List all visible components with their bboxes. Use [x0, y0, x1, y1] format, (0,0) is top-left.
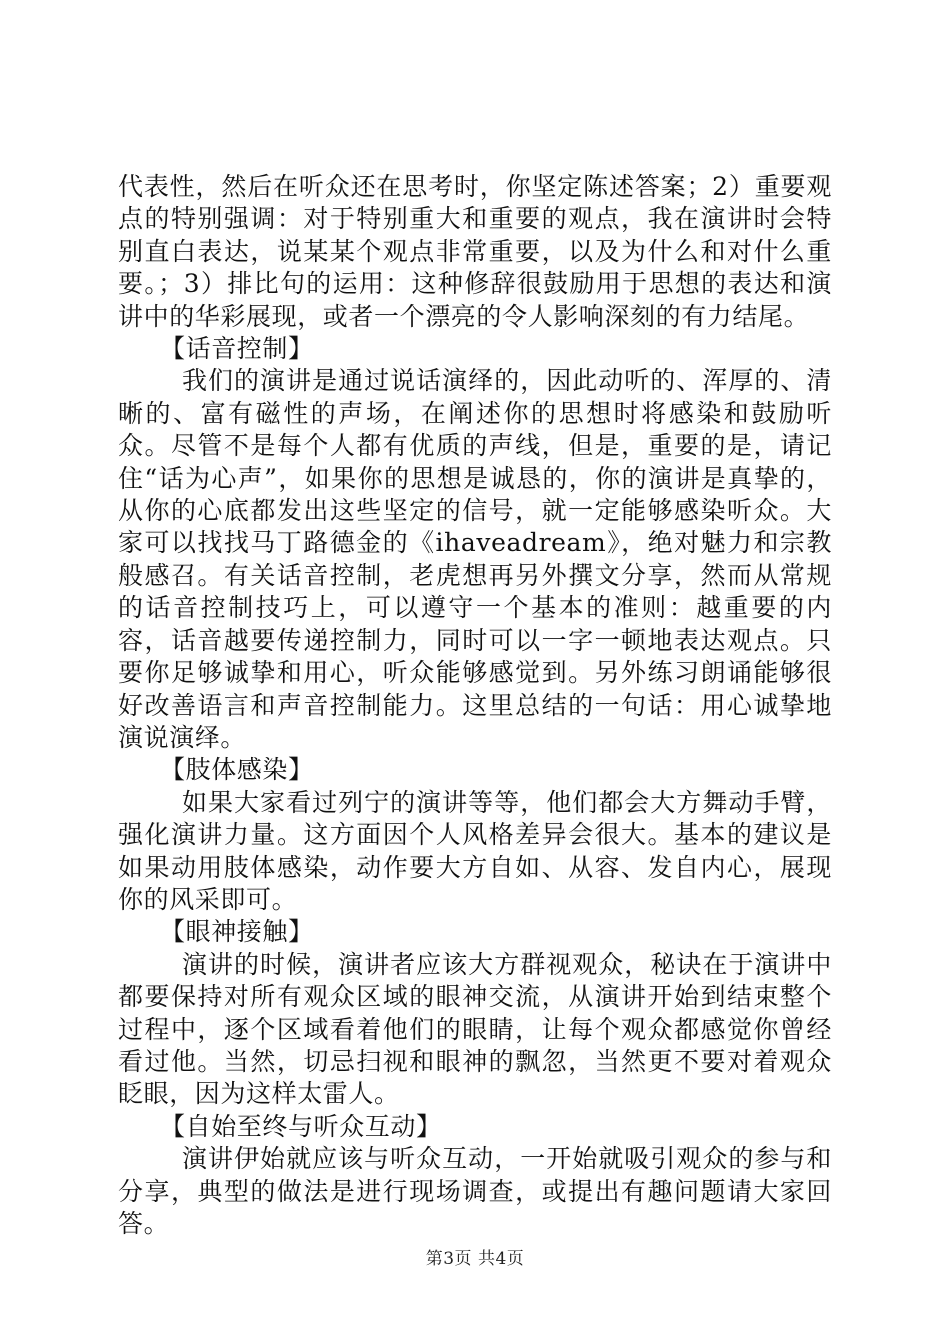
- body-paragraph: 我们的演讲是通过说话演绎的，因此动听的、浑厚的、清晰的、富有磁性的声场，在阐述你的思想时将感染和鼓励听众。尽管不是每个人都有优质的声线，但是，重要的是，请记住“话为心声”，如果你的思想是诚恳的，你的演讲是真挚的，从你的心底都发出这些坚定的信号，就一定能够感染听众。大家可以找找马丁路德金的《ihaveadream》，绝对魅力和宗教般感召。有关话音控制，老虎想再另外撰文分享，然而从常规的话音控制技巧上，可以遵守一个基本的准则：越重要的内容，话音越要传递控制力，同时可以一字一顿地表达观点。只要你足够诚挚和用心，听众能够感觉到。另外练习朗诵能够很好改善语言和声音控制能力。这里总结的一句话：用心诚挚地演说演绎。: [118, 366, 832, 752]
- document-body: [118, 171, 832, 1240]
- body-paragraph: 代表性，然后在听众还在思考时，你坚定陈述答案；2）重要观点的特别强调：对于特别重大和重要的观点，我在演讲时会特别直白表达，说某某个观点非常重要，以及为什么和对什么重要。；3）排比句的运用：这种修辞很鼓励用于思想的表达和演讲中的华彩展现，或者一个漂亮的令人影响深刻的有力结尾。: [118, 172, 832, 331]
- section-heading: 【自始至终与听众互动】: [160, 1111, 442, 1141]
- body-paragraph: 如果大家看过列宁的演讲等等，他们都会大方舞动手臂，强化演讲力量。这方面因个人风格差异会很大。基本的建议是如果动用肢体感染，动作要大方自如、从容、发自内心，展现你的风采即可。: [118, 787, 832, 914]
- section-heading: 【话音控制】: [160, 334, 314, 364]
- body-paragraph: 演讲伊始就应该与听众互动，一开始就吸引观众的参与和分享，典型的做法是进行现场调查，或提出有趣问题请大家回答。: [118, 1144, 832, 1238]
- body-paragraph: 演讲的时候，演讲者应该大方群视观众，秘诀在于演讲中都要保持对所有观众区域的眼神交流，从演讲开始到结束整个过程中，逐个区域看着他们的眼睛，让每个观众都感觉你曾经看过他。当然，切忌扫视和眼神的飘忽，当然更不要对着观众眨眼，因为这样太雷人。: [118, 949, 832, 1109]
- section-heading: 【肢体感染】: [160, 755, 314, 785]
- page-footer: 第3页 共4页: [425, 1249, 525, 1269]
- section-heading: 【眼神接触】: [160, 917, 314, 947]
